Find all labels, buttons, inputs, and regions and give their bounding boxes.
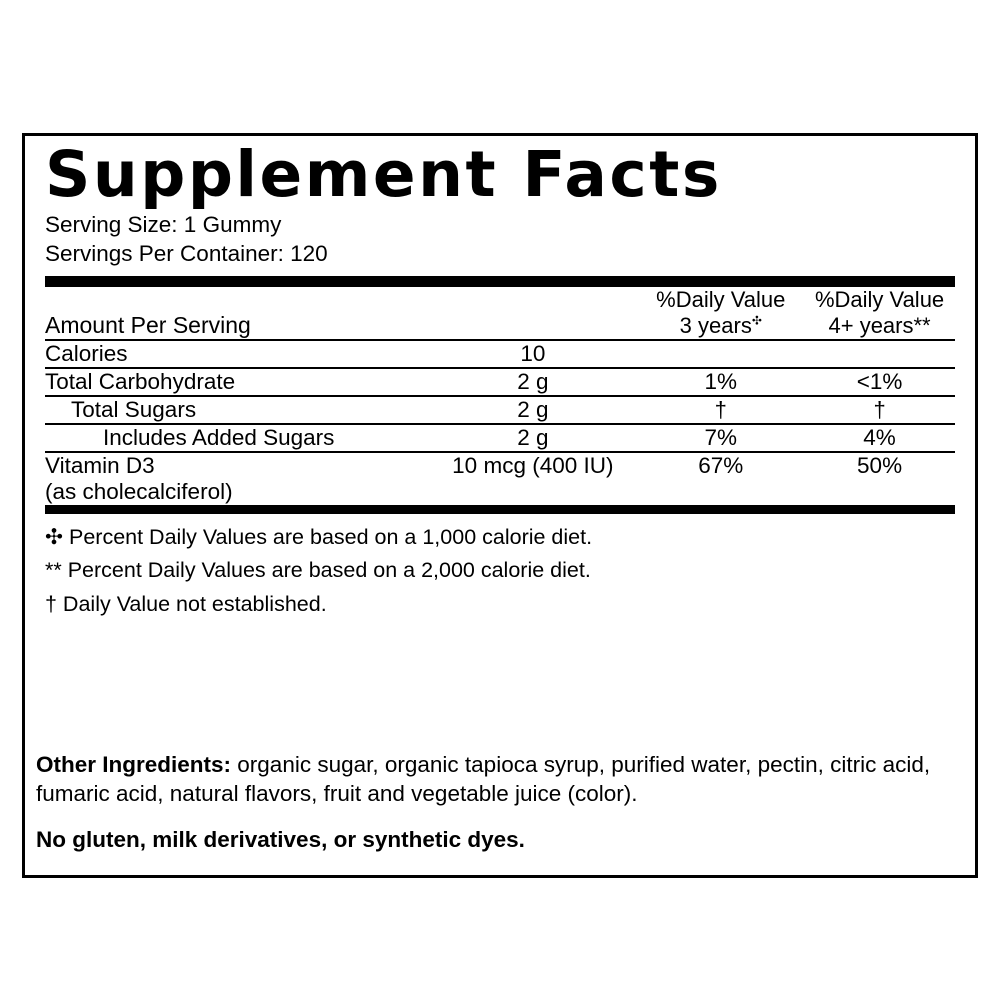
header-daily-value-3-years <box>637 287 804 339</box>
row-dv-3-years: 67% <box>637 452 804 479</box>
vitamin-source-label: (as cholecalciferol) <box>45 478 233 504</box>
panel-inner <box>45 138 955 621</box>
bottom-info-block <box>36 750 976 854</box>
nutrition-table <box>45 287 955 504</box>
header-dv1-line1: %Daily Value <box>656 287 786 313</box>
row-dv-3-years: 1% <box>637 368 804 396</box>
row-label: Vitamin D3 <box>45 452 428 479</box>
other-ingredients-label: Other Ingredients: <box>36 752 232 777</box>
row-label: Calories <box>45 340 428 368</box>
table-row <box>45 424 955 452</box>
row-label: Total Carbohydrate <box>45 368 428 396</box>
row-dv-4-plus-years <box>804 340 955 368</box>
header-amount-per-serving: Amount Per Serving <box>45 311 251 338</box>
table-row <box>45 368 955 396</box>
serving-size: Serving Size: 1 Gummy <box>45 212 282 238</box>
footnotes <box>45 514 955 622</box>
footnote-dagger: † Daily Value not established. <box>45 591 327 616</box>
row-amount: 2 g <box>428 424 637 452</box>
table-row <box>45 396 955 424</box>
table-row-subtext <box>45 479 955 505</box>
vitamin-source-spacer-2 <box>637 479 804 505</box>
table-row <box>45 452 955 479</box>
header-daily-value-4-plus-years <box>804 287 955 339</box>
row-amount: 2 g <box>428 368 637 396</box>
vitamin-source-spacer-1 <box>428 479 637 505</box>
row-dv-3-years: † <box>637 396 804 424</box>
divider-thick-bottom <box>45 505 955 514</box>
divider-thick-top <box>45 276 955 287</box>
clover-marker-icon: ✣ <box>751 313 762 328</box>
row-dv-4-plus-years: 50% <box>804 452 955 479</box>
row-dv-3-years <box>637 340 804 368</box>
other-ingredients-text: organic sugar, organic tapioca syrup, purified water, pectin, citric acid, fumaric acid, natural flavors, fruit and vegetable juice (color). <box>36 752 931 807</box>
header-amount-spacer <box>428 287 637 339</box>
header-dv2-line1: %Daily Value <box>814 287 945 313</box>
row-amount: 10 mcg (400 IU) <box>428 452 637 479</box>
row-dv-3-years: 7% <box>637 424 804 452</box>
row-dv-4-plus-years: <1% <box>804 368 955 396</box>
other-ingredients <box>36 750 976 809</box>
vitamin-source-spacer-3 <box>804 479 955 505</box>
row-label: Total Sugars <box>45 396 428 424</box>
table-header-row <box>45 287 955 339</box>
allergen-statement: No gluten, milk derivatives, or synthetic dyes. <box>36 826 525 852</box>
row-dv-4-plus-years: 4% <box>804 424 955 452</box>
table-row <box>45 340 955 368</box>
row-amount: 10 <box>428 340 637 368</box>
page-title: Supplement Facts <box>45 138 722 211</box>
footnote-clover: ✣ Percent Daily Values are based on a 1,000 calorie diet. <box>45 524 593 549</box>
servings-per-container: Servings Per Container: 120 <box>45 241 328 267</box>
header-dv2-line2: 4+ years** <box>828 312 931 338</box>
row-dv-4-plus-years: † <box>804 396 955 424</box>
header-dv1-line2: 3 years <box>679 312 752 338</box>
row-label: Includes Added Sugars <box>45 424 428 452</box>
row-amount: 2 g <box>428 396 637 424</box>
footnote-double-asterisk: ** Percent Daily Values are based on a 2,000 calorie diet. <box>45 558 591 583</box>
